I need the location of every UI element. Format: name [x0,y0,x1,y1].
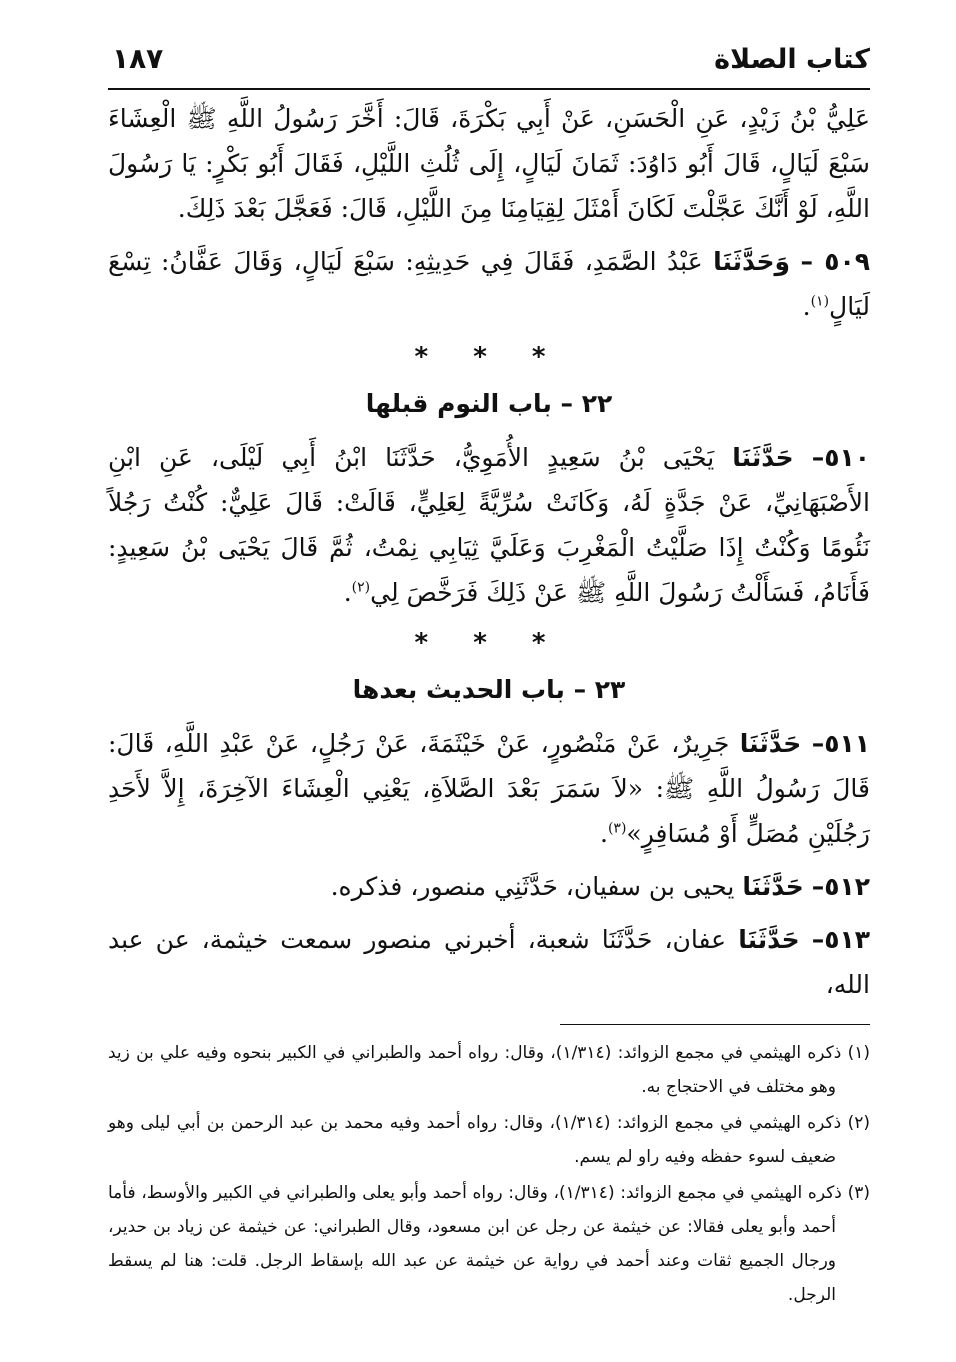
hadith-number: ٥١٣– [811,925,870,954]
hadith-end: . [343,578,352,607]
hadith-512 [108,864,870,909]
footnote-divider [560,1024,870,1025]
hadith-end: . [802,292,811,321]
hadith-text: عَبْدُ الصَّمَدِ، فَقَالَ فِي حَدِيثِهِ: سَبْعَ لَيَالٍ، وَقَالَ عَفَّانُ: تِسْعَ لَيَالٍ [108,247,870,321]
haddatha-keyword: حَدَّثَنَا [739,729,802,758]
hadith-number: ٥١٠– [811,443,871,472]
hadith-end: . [599,819,608,848]
hadith-513 [108,917,870,1007]
footnote-ref[interactable]: (٣) [607,820,627,837]
hadith-number: ٥٠٩ – [800,247,870,276]
hadith-text: يحيى بن سفيان، حَدَّثَنِي منصور، فذكره. [330,872,735,901]
page-header [108,38,870,90]
hadith-510 [108,435,870,615]
hadith-text: جَرِيرٌ، عَنْ مَنْصُورٍ، عَنْ خَيْثَمَةَ، عَنْ رَجُلٍ، عَنْ عَبْدِ اللَّهِ، قَالَ: قَالَ رَسُولُ اللَّهِ ﷺ: «لاَ سَمَرَ بَعْدَ الصَّلاَةِ، يَعْنِي الْعِشَاءَ الآخِرَةَ، إِلاَّ لأَحَدِ رَجُلَيْنِ مُصَلٍّ أَوْ مُسَافِرٍ» [108,729,870,848]
footnote-ref[interactable]: (٢) [351,579,371,596]
main-text [108,96,870,1015]
footnote-1: (١) ذكره الهيثمي في مجمع الزوائد: (١/٣١٤)، وقال: رواه أحمد والطبراني في الكبير بنحوه وفيه علي بن زيد وهو مختلف في الاحتجاج به. [108,1043,871,1097]
running-title: كتاب الصلاة [714,44,870,75]
footnote-ref[interactable]: (١) [810,293,830,310]
section-separator: * * * [414,342,564,372]
haddatha-keyword: حَدَّثَنَا [738,925,800,954]
hadith-text: عفان، حَدَّثَنَا شعبة، أخبرني منصور سمعت خيثمة، عن عبد الله، [108,925,870,999]
chapter-heading-22: ٢٢ – باب النوم قبلها [365,389,613,418]
hadith-number: ٥١١– [811,729,871,758]
haddatha-keyword: حَدَّثَنَا [742,872,804,901]
section-separator: * * * [414,628,564,658]
haddatha-keyword: وَحَدَّثَنَا [713,247,791,276]
hadith-509 [108,239,870,329]
footnotes [108,1036,870,1314]
hadith-text: يَحْيَى بْنُ سَعِيدٍ الأُمَوِيُّ، حَدَّثَنَا ابْنُ أَبِي لَيْلَى، عَنِ ابْنِ الأَصْبَهَانِيِّ، عَنْ جَدَّةٍ لَهُ، وَكَانَتْ سُرِّيَّةً لِعَلِيٍّ، قَالَتْ: قَالَ عَلِيٌّ: كُنْتُ رَجُلاً نَئُومًا وَكُنْتُ إِذَا صَلَّيْتُ الْمَغْرِبَ وَعَلَيَّ ثِيَابِي نِمْتُ، ثُمَّ قَالَ يَحْيَى بْنُ سَعِيدٍ: فَأَنَامُ، فَسَأَلْتُ رَسُولَ اللَّهِ ﷺ عَنْ ذَلِكَ فَرَخَّصَ لِي [108,443,870,607]
footnote-2: (٢) ذكره الهيثمي في مجمع الزوائد: (١/٣١٤)، وقال: رواه أحمد وفيه محمد بن عبد الرحمن بن أبي ليلى وهو ضعيف لسوء حفظه وفيه راو لم يسم. [108,1113,870,1167]
page-number: ١٨٧ [112,42,164,75]
footnote-3: (٣) ذكره الهيثمي في مجمع الزوائد: (١/٣١٤)، وقال: رواه أحمد وأبو يعلى والطبراني في الكبير والأوسط، فأما أحمد وأبو يعلى فقالا: عن خيثمة عن رجل عن ابن مسعود، وقال الطبراني: عن خيثمة عن زياد بن حدير، ورجال الجميع ثقات وعند أحمد في رواية عن خيثمة عن عبد الله بإسقاط الرجل. قلت: هنا لم يسقط الرجل. [108,1183,870,1305]
hadith-511 [108,721,870,856]
hadith-number: ٥١٢– [811,872,870,901]
chapter-heading-23: ٢٣ – باب الحديث بعدها [352,675,626,704]
hadith-508-continuation: عَلِيُّ بْنُ زَيْدٍ، عَنِ الْحَسَنِ، عَنْ أَبِي بَكْرَةَ، قَالَ: أَخَّرَ رَسُولُ اللَّهِ ﷺ الْعِشَاءَ سَبْعَ لَيَالٍ، قَالَ أَبُو دَاوُدَ: ثَمَانَ لَيَالٍ، إِلَى ثُلُثِ اللَّيْلِ، فَقَالَ أَبُو بَكْرٍ: يَا رَسُولَ اللَّهِ، لَوْ أَنَّكَ عَجَّلْتَ لَكَانَ أَمْثَلَ لِقِيَامِنَا مِنَ اللَّيْلِ، قَالَ: فَعَجَّلَ بَعْدَ ذَلِكَ. [108,104,871,223]
haddatha-keyword: حَدَّثَنَا [732,443,794,472]
